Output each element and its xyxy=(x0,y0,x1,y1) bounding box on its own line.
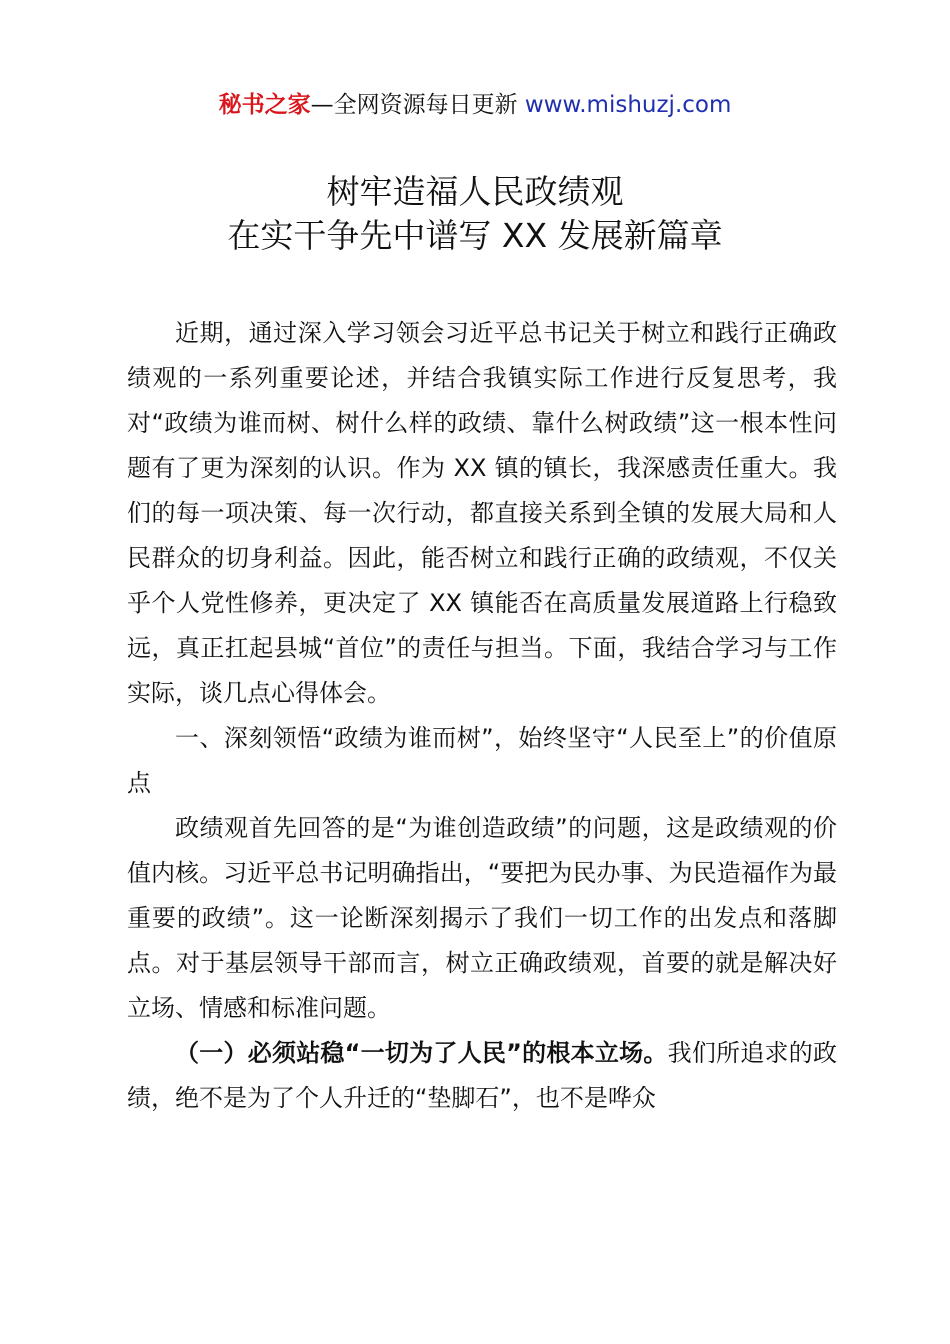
site-url-link[interactable]: www.mishuzj.com xyxy=(524,92,732,118)
subsection-1-paragraph xyxy=(127,1031,837,1121)
site-header xyxy=(0,90,950,120)
document-title-line1: 树牢造福人民政绩观 xyxy=(326,172,624,211)
subsection-1-heading: （一）必须站稳“一切为了人民”的根本立场。 xyxy=(175,1039,668,1067)
subsection-1-text: 我们所追求的政绩，绝不是为了个人升迁的“垫脚石”，也不是哗众 xyxy=(127,1039,838,1112)
section-heading-1: 一、深刻领悟“政绩为谁而树”，始终坚守“人民至上”的价值原点 xyxy=(127,724,837,797)
section-1-paragraph: 政绩观首先回答的是“为谁创造政绩”的问题，这是政绩观的价值内核。习近平总书记明确指出，“要把为民办事、为民造福作为最重要的政绩”。这一论断深刻揭示了我们一切工作的出发点和落脚点。对于基层领导干部而言，树立正确政绩观，首要的就是解决好立场、情感和标准问题。 xyxy=(127,814,837,1022)
site-tagline: —全网资源每日更新 xyxy=(310,92,518,118)
document-body xyxy=(127,311,837,1121)
intro-paragraph: 近期，通过深入学习领会习近平总书记关于树立和践行正确政绩观的一系列重要论述，并结合我镇实际工作进行反复思考，我对“政绩为谁而树、树什么样的政绩、靠什么树政绩”这一根本性问题有了更为深刻的认识。作为 XX 镇的镇长，我深感责任重大。我们的每一项决策、每一次行动，都直接关系到全镇的发展大局和人民群众的切身利益。因此，能否树立和践行正确的政绩观，不仅关乎个人党性修养，更决定了 XX 镇能否在高质量发展道路上行稳致远，真正扛起县城“首位”的责任与担当。下面，我结合学习与工作实际，谈几点心得体会。 xyxy=(127,319,837,707)
document-title-line2: 在实干争先中谱写 XX 发展新篇章 xyxy=(227,216,723,255)
site-brand: 秘书之家 xyxy=(218,92,311,118)
